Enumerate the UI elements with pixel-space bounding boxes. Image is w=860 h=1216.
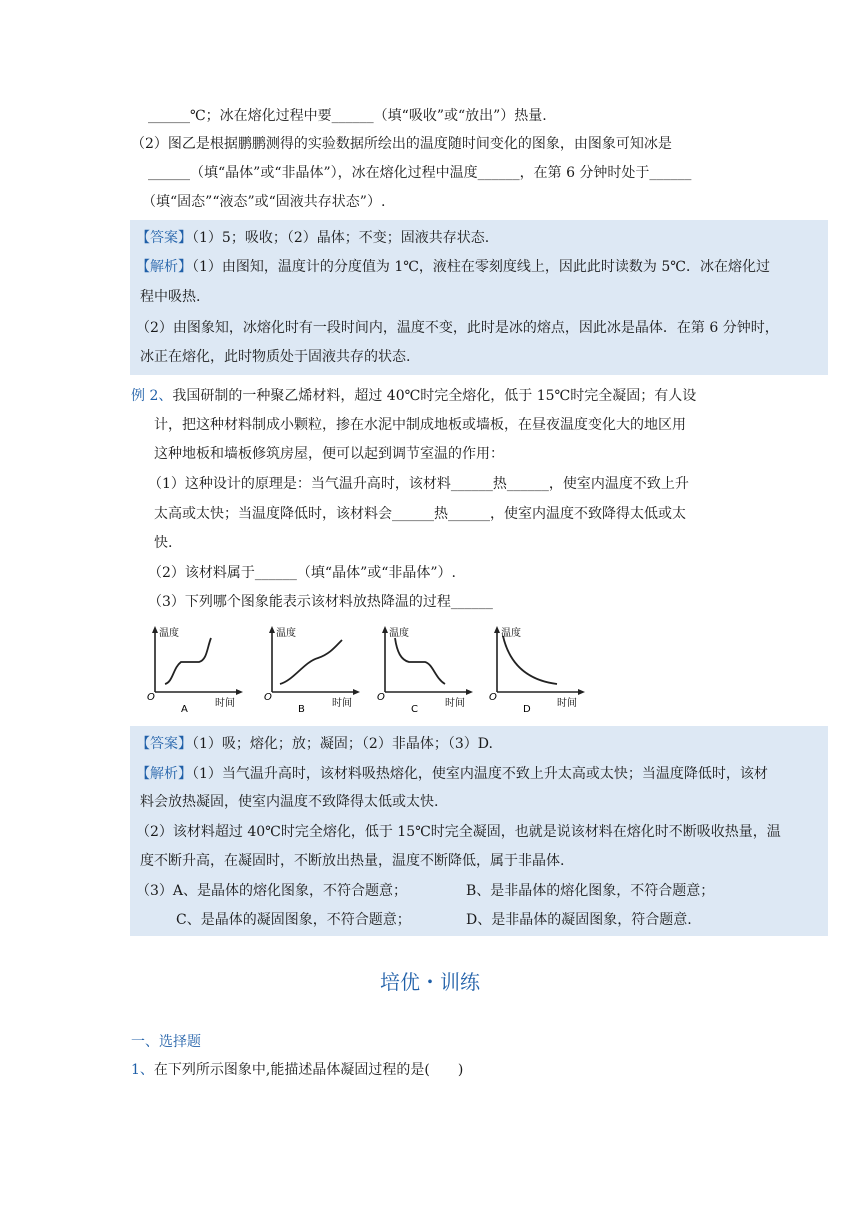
graph-a [143,622,248,714]
analysis-line-1 [136,257,770,277]
graph-b-origin: O [264,692,272,703]
graph-c-origin: O [377,692,385,703]
section-title: 培优・训练 [380,970,480,994]
question-1-number: 1、 [131,1062,154,1078]
analysis-2-line-3: （2）该材料超过 40℃时完全熔化，低于 15℃时完全凝固，也就是说该材料在熔化时不断吸收热量，温 [136,824,781,840]
answer-tag: 【答案】 [136,230,192,246]
analysis-2-line-5a: （3）A、是晶体的熔化图象，不符合题意； [136,883,408,899]
example-2-line-1 [131,386,696,406]
analysis-2-text-1: （1）当气温升高时，该材料吸热熔化，使室内温度不致上升太高或太快；当温度降低时，该材 [192,766,768,782]
graph-a-caption: A [181,704,188,714]
graph-b-x-label: 时间 [332,698,352,709]
example-2-line-2: 计，把这种材料制成小颗粒，掺在水泥中制成地板或墙板，在昼夜温度变化大的地区用 [154,417,686,433]
answer-text: （1）5；吸收；（2）晶体；不变；固液共存状态. [192,230,490,246]
graph-c-y-label: 温度 [389,628,409,639]
graph-c-x-label: 时间 [445,698,465,709]
graph-b [260,622,365,714]
analysis-line-4: 冰正在熔化，此时物质处于固液共存的状态. [140,349,411,365]
example-2-line-4: （1）这种设计的原理是：当气温升高时，该材料______热______，使室内温度不致上升 [148,476,689,492]
analysis-2-tag: 【解析】 [136,766,192,782]
question-1-text: 在下列所示图象中,能描述晶体凝固过程的是( ) [153,1062,464,1078]
prev-line-2: （2）图乙是根据鹏鹏测得的实验数据所绘出的温度随时间变化的图象，由图象可知冰是 [131,136,672,152]
example-2-line-8: （3）下列哪个图象能表示该材料放热降温的过程______ [148,594,493,610]
graph-b-y-label: 温度 [276,628,296,639]
answer-2-tag: 【答案】 [136,736,192,752]
prev-line-4: （填“固态”“液态”或“固液共存状态”）. [142,194,386,210]
graph-d-origin: O [489,692,497,703]
question-1 [131,1060,463,1080]
prev-line-3: ______（填“晶体”或“非晶体”），冰在熔化过程中温度______，在第 6 分钟时处于______ [148,165,692,181]
graph-d-caption: D [523,704,531,714]
graph-a-y-label: 温度 [159,628,179,639]
analysis-2-line-5b: B、是非晶体的熔化图象，不符合题意； [466,883,715,899]
graph-a-origin: O [147,692,155,703]
part-1-heading: 一、选择题 [131,1034,201,1050]
graph-d [485,622,590,714]
analysis-2-line-4: 度不断升高，在凝固时，不断放出热量，温度不断降低，属于非晶体. [140,853,565,869]
analysis-text-1: （1）由图知，温度计的分度值为 1℃，液柱在零刻度线上，因此此时读数为 5℃．冰在熔化过 [192,259,770,275]
analysis-line-2: 程中吸热. [140,289,201,305]
example-2-text-1: 我国研制的一种聚乙烯材料，超过 40℃时完全熔化，低于 15℃时完全凝固；有人设 [172,388,697,404]
analysis-2-line-6b: D、是非晶体的凝固图象，符合题意. [466,912,692,928]
graph-d-x-label: 时间 [557,698,577,709]
analysis-2-line-6a: C、是晶体的凝固图象，不符合题意； [176,912,411,928]
graph-c [373,622,478,714]
graph-a-x-label: 时间 [215,698,235,709]
example-2-line-3: 这种地板和墙板修筑房屋，便可以起到调节室温的作用： [154,446,504,462]
example-2-tag: 例 2、 [131,388,173,404]
answer-2-line [136,734,493,754]
example-2-line-5: 太高或太快；当温度降低时，该材料会______热______，使室内温度不致降得太低或太 [154,506,686,522]
analysis-tag: 【解析】 [136,259,192,275]
analysis-line-3: （2）由图象知，冰熔化时有一段时间内，温度不变，此时是冰的熔点，因此冰是晶体．在第 6 分钟时， [136,320,779,336]
analysis-2-line-2: 料会放热凝固，使室内温度不致降得太低或太快. [140,794,439,810]
answer-line [136,228,489,248]
answer-2-text: （1）吸；熔化；放；凝固；（2）非晶体；（3）D. [192,736,493,752]
graph-b-caption: B [298,704,305,714]
graph-c-caption: C [411,704,418,714]
graph-d-y-label: 温度 [501,628,521,639]
example-2-line-6: 快. [154,535,173,551]
prev-line-1: ______℃；冰在熔化过程中要______（填“吸收”或“放出”）热量. [148,108,547,124]
example-2-line-7: （2）该材料属于______（填“晶体”或“非晶体”）. [148,565,456,581]
analysis-2-line-1 [136,764,768,784]
